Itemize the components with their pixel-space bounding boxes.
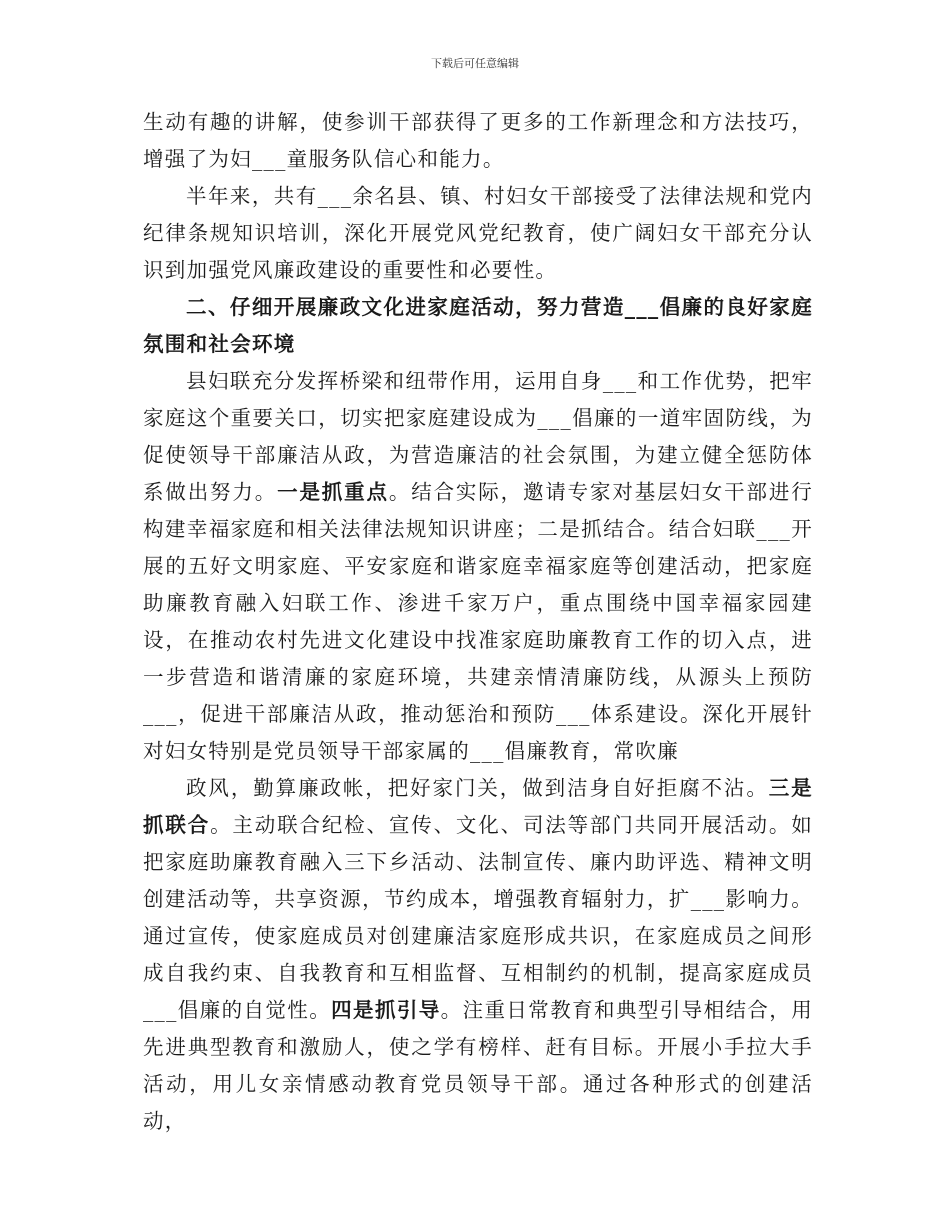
paragraph-1: 生动有趣的讲解，使参训干部获得了更多的工作新理念和方法技巧，增强了为妇___童服务队信心和能力。 bbox=[143, 110, 813, 171]
paragraph-4-bold-2: 四是抓引导 bbox=[331, 998, 441, 1022]
section-heading: 二、仔细开展廉政文化进家庭活动，努力营造___倡廉的良好家庭氛围和社会环境 bbox=[143, 295, 813, 356]
paragraph-4 bbox=[143, 770, 813, 1140]
paragraph-4-text-a: 政风，勤算廉政帐，把好家门关，做到洁身自好拒腐不沾。 bbox=[186, 776, 769, 800]
paragraph-4-text-b: 。主动联合纪检、宣传、文化、司法等部门共同开展活动。如把家庭助廉教育融入三下乡活动、法制宣传、廉内助评选、精神文明创建活动等，共享资源，节约成本，增强教育辐射力，扩___影响力。通过宣传，使家庭成员对创建廉洁家庭形成共识，在家庭成员之间形成自我约束、自我教育和互相监督、互相制约的机制，提高家庭成员___倡廉的自觉性。 bbox=[143, 813, 813, 1022]
paragraph-3-bold-1: 一是抓重点 bbox=[277, 480, 389, 504]
paragraph-4-bold-1: 三是抓联合 bbox=[143, 776, 813, 837]
paragraph-2: 半年来，共有___余名县、镇、村妇女干部接受了法律法规和党内纪律条规知识培训，深化开展党风党纪教育，使广阔妇女干部充分认识到加强党风廉政建设的重要性和必要性。 bbox=[143, 184, 813, 282]
paragraph-3-text-a: 县妇联充分发挥桥梁和纽带作用，运用自身___和工作优势，把牢家庭这个重要关口，切实把家庭建设成为___倡廉的一道牢固防线，为促使领导干部廉洁从政，为营造廉洁的社会氛围，为建立健全惩防体系做出努力。 bbox=[143, 369, 813, 504]
paragraph-3-text-b: 。结合实际，邀请专家对基层妇女干部进行构建幸福家庭和相关法律法规知识讲座；二是抓结合。结合妇联___开展的五好文明家庭、平安家庭和谐家庭幸福家庭等创建活动，把家庭助廉教育融入妇联工作、渗进千家万户，重点围绕中国幸福家园建设，在推动农村先进文化建设中找准家庭助廉教育工作的切入点，进一步营造和谐清廉的家庭环境，共建亲情清廉防线，从源头上预防___，促进干部廉洁从政，推动惩治和预防___体系建设。深化开展针对妇女特别是党员领导干部家属的___倡廉教育，常吹廉 bbox=[143, 480, 813, 763]
page-header: 下载后可任意编辑 bbox=[431, 57, 519, 70]
document-body bbox=[143, 104, 813, 1140]
paragraph-4-text-c: 。注重日常教育和典型引导相结合，用先进典型教育和激励人，使之学有榜样、赶有目标。开展小手拉大手活动，用儿女亲情感动教育党员领导干部。通过各种形式的创建活动， bbox=[143, 998, 814, 1133]
paragraph-3 bbox=[143, 363, 813, 770]
